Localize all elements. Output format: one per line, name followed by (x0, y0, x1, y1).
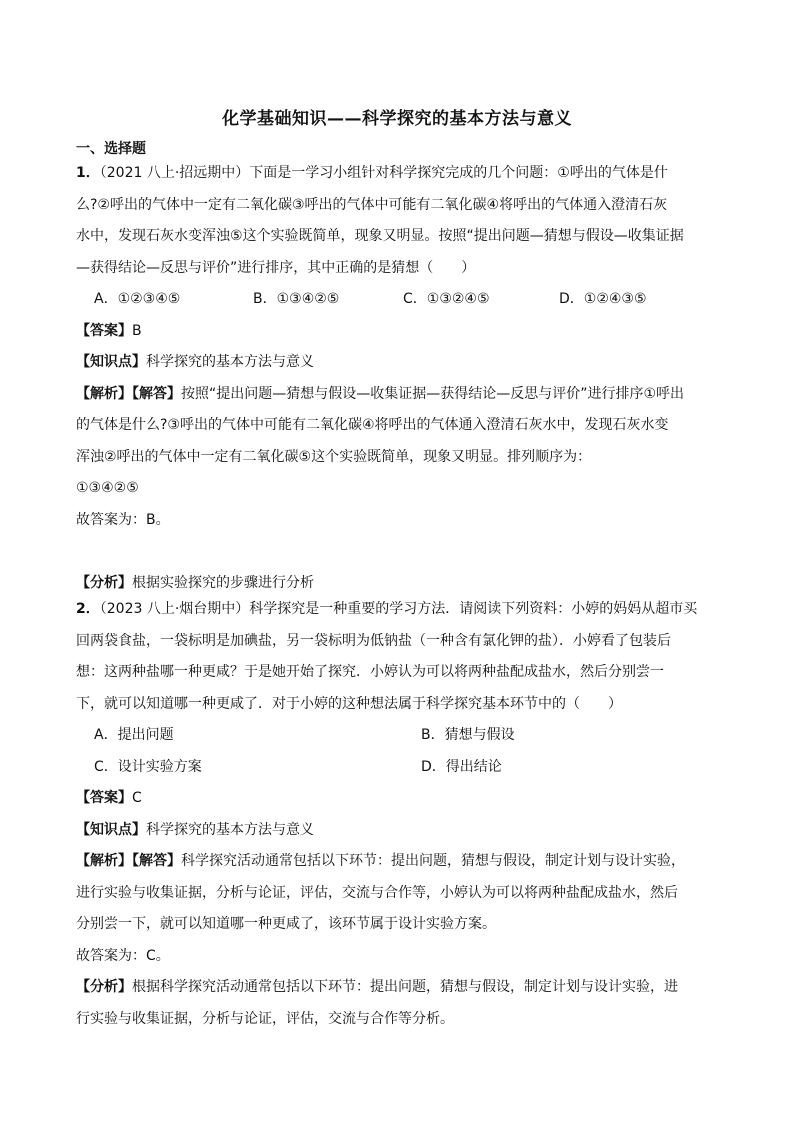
q1-option-a: A．①②③④⑤ (94, 291, 181, 307)
q1-option-b: B．①③④②⑤ (253, 291, 340, 307)
q1-fenxi: 【分析】根据实验探究的步骤进行分析 (76, 574, 314, 591)
q1-analysis-line-1: 【解析】【解答】按照“提出问题—猜想与假设—收集证据—获得结论—反思与评价”进行排序①呼出 (76, 385, 685, 402)
question-1 (76, 158, 720, 599)
q2-stem-line-4: 下，就可以知道哪一种更咸了．对于小婷的这种想法属于科学探究基本环节中的（ ） (76, 695, 622, 712)
q1-answer: 【答案】B (76, 322, 142, 339)
q2-fenxi-line-1: 【分析】根据科学探究活动通常包括以下环节：提出问题，猜想与假设，制定计划与设计实验，进 (76, 979, 678, 995)
question-2 (76, 594, 720, 1035)
q2-conclusion: 故答案为：C。 (76, 947, 170, 964)
q2-answer: 【答案】C (76, 790, 142, 806)
q1-number: 1． (76, 165, 100, 181)
q1-analysis-line-3: 浑浊②呼出的气体中一定有二氧化碳⑤这个实验既简单，现象又明显。排列顺序为： (76, 448, 592, 465)
q1-stem-line-2: 么?②呼出的气体中一定有二氧化碳③呼出的气体中可能有二氧化碳④将呼出的气体通入澄清石灰 (76, 196, 668, 213)
q1-stem-line-3: 水中，发现石灰水变浑浊⑤这个实验既简单，现象又明显。按照“提出问题—猜想与假设—收集证据 (76, 228, 684, 244)
q1-stem-line-1: 1．（2021 八上·招远期中）下面是一学习小组针对科学探究完成的几个问题：①呼出的气体是什 (76, 165, 668, 181)
q2-analysis-line-3: 分别尝一下，就可以知道哪一种更咸了，该环节属于设计实验方案。 (76, 916, 496, 932)
q2-analysis-line-2: 进行实验与收集证据，分析与论证，评估，交流与合作等，小婷认为可以将两种盐配成盐水，然后 (76, 884, 678, 901)
q2-analysis-line-1: 【解析】【解答】科学探究活动通常包括以下环节：提出问题，猜想与假设，制定计划与设计实验， (76, 853, 685, 869)
document-title: 化学基础知识——科学探究的基本方法与意义 (222, 109, 572, 129)
section-heading: 一、选择题 (76, 141, 146, 157)
q2-options (76, 720, 720, 783)
q2-number: 2． (76, 601, 100, 617)
q2-source: （2023 八上·烟台期中） (99, 601, 250, 617)
q1-analysis-line-4: ①③④②⑤ (76, 480, 139, 496)
q2-option-c: C．设计实验方案 (94, 758, 202, 775)
q2-stem-line-2: 回两袋食盐，一袋标明是加碘盐，另一袋标明为低钠盐（一种含有氯化钾的盐）．小婷看了包装后 (76, 632, 671, 649)
q1-option-c: C．①③②④⑤ (403, 291, 490, 307)
q1-analysis-line-2: 的气体是什么?③呼出的气体中可能有二氧化碳④将呼出的气体通入澄清石灰水中，发现石灰水变 (76, 417, 669, 433)
q2-option-a: A．提出问题 (94, 727, 174, 743)
q2-knowledge-point: 【知识点】科学探究的基本方法与意义 (76, 821, 314, 838)
q1-source: （2021 八上·招远期中） (99, 165, 250, 181)
q1-stem-line-4: —获得结论—反思与评价”进行排序，其中正确的是猜想（ ） (76, 259, 476, 276)
q2-option-b: B．猜想与假设 (421, 727, 515, 743)
q2-stem-line-3: 想：这两种盐哪一种更咸？于是她开始了探究．小婷认为可以将两种盐配成盐水，然后分别尝一 (76, 664, 664, 680)
q1-knowledge-point: 【知识点】科学探究的基本方法与意义 (76, 354, 314, 370)
q2-fenxi-line-2: 行实验与收集证据，分析与论证，评估，交流与合作等分析。 (76, 1010, 454, 1027)
q1-conclusion: 故答案为：B。 (76, 511, 170, 528)
q2-option-d: D．得出结论 (421, 758, 502, 775)
q1-options (76, 284, 720, 316)
q1-option-d: D．①②④③⑤ (559, 291, 647, 307)
q2-stem-line-1: 2．（2023 八上·烟台期中）科学探究是一种重要的学习方法．请阅读下列资料：小婷的妈妈从超市买 (76, 601, 698, 617)
